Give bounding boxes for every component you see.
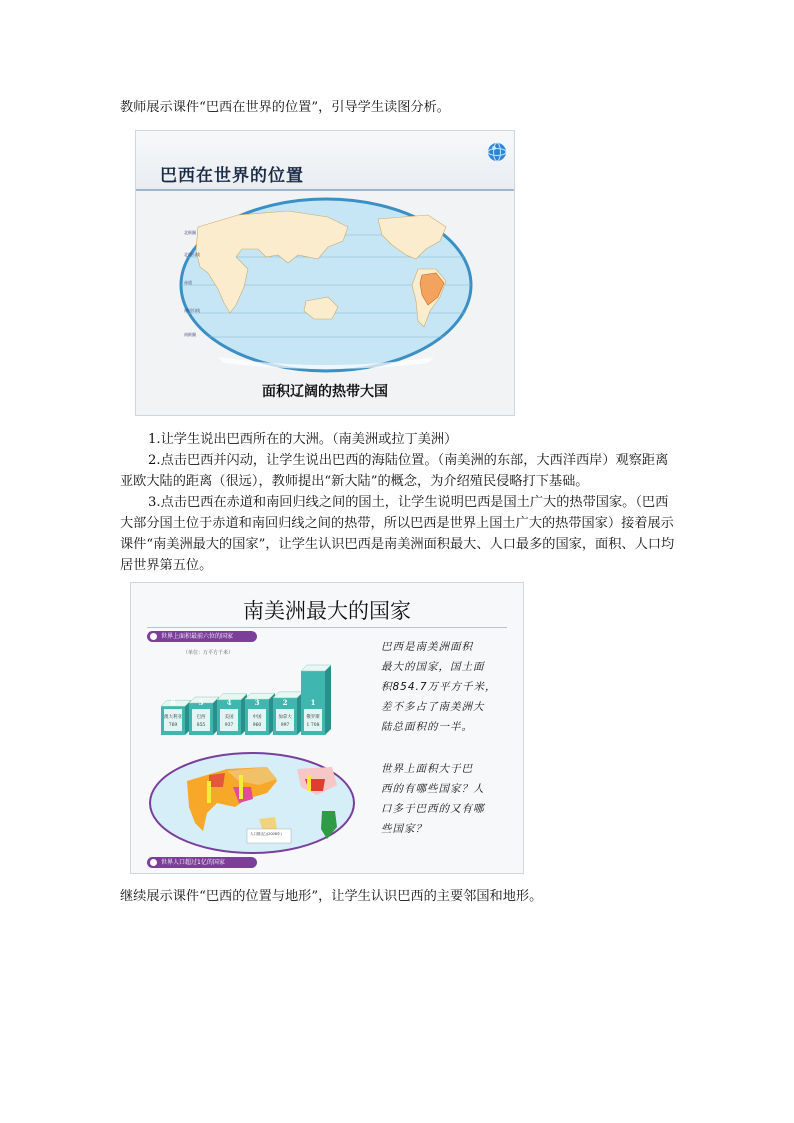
bar-value: 960 [252, 723, 262, 728]
world-map [178, 197, 474, 373]
desc-line: 巴西是南美洲面积 [381, 641, 473, 653]
bar-美国 [217, 694, 247, 735]
bar-name: 巴西 [196, 715, 206, 720]
desc-line: 陆总面积的一半。 [381, 721, 473, 733]
map-label: 北回归线 [184, 252, 200, 257]
bar-rank: 3 [254, 698, 260, 707]
bar-中国 [245, 693, 275, 735]
question-line: 世界上面积大于巴 [381, 763, 473, 775]
slide-caption: 面积辽阔的热带大国 [262, 384, 388, 400]
slide-title: 南美洲最大的国家 [243, 599, 411, 623]
question-line: 些国家？ [381, 823, 427, 835]
slide-description [381, 637, 511, 839]
bar-rank: 5 [198, 698, 204, 707]
desc-line: 最大的国家，国土面 [381, 661, 485, 673]
map-label: 赤道 [184, 280, 192, 285]
desc-line: 积854.7万平方千米， [381, 681, 497, 693]
paragraph-1: 1.让学生说出巴西所在的大洲。（南美洲或拉丁美洲） [148, 432, 458, 447]
unit-label: （单位：万平方千米） [183, 650, 234, 656]
question-line: 西的有哪些国家？人 [381, 783, 485, 795]
slide-title: 巴西在世界的位置 [160, 166, 304, 186]
area-bar-chart [153, 635, 353, 743]
bar-加拿大 [273, 692, 303, 735]
paragraph-3: 3.点击巴西在赤道和南回归线之间的国土，让学生说明巴西是国土广大的热带国家。（巴西大部分国土位于赤道和南回归线之间的热带，所以巴西是世界上国土广大的热带国家）接着展示课件“南美洲最大的国家”，让学生认识巴西是南美洲面积最大、人口最多的国家，面积、人口均居世界第五位。 [120, 495, 675, 573]
map-label: 北极圈 [184, 230, 196, 235]
bar-rank: 2 [282, 698, 288, 707]
paragraph-2: 2.点击巴西并闪动，让学生说出巴西的海陆位置。（南美洲的东部，大西洋西岸）观察距离亚欧大陆的距离（很远），教师提出“新大陆”的概念，为介绍殖民侵略打下基础。 [120, 453, 669, 489]
panel-label-population: 世界人口超过1亿的国家 [147, 857, 257, 868]
bar-name: 加拿大 [278, 715, 292, 720]
bar-rank: 6 [170, 698, 176, 707]
bar-name: 澳大利亚 [164, 715, 182, 720]
bar-rank: 1 [310, 698, 316, 707]
desc-spacer [381, 737, 511, 759]
bar-澳大利亚 [161, 698, 191, 735]
bar-value: 1 708 [306, 723, 320, 728]
bar-value: 997 [280, 723, 290, 728]
bar-name: 俄罗斯 [306, 715, 320, 720]
bullet-icon [150, 859, 157, 866]
bar-俄罗斯 [301, 665, 331, 735]
bar-name: 中国 [252, 715, 262, 720]
legend-text: 人口数(亿)(2008年) [250, 832, 282, 836]
outro-text: 继续展示课件“巴西的位置与地形”，让学生认识巴西的主要邻国和地形。 [120, 889, 543, 904]
map-label: 南回归线 [184, 308, 200, 313]
divider [147, 627, 507, 628]
bar-value: 855 [196, 723, 206, 728]
bar-value: 769 [168, 723, 178, 728]
bar-巴西 [189, 697, 219, 735]
question-line: 口多于巴西的又有哪 [381, 803, 485, 815]
globe-icon [486, 141, 508, 163]
panel-label-area: 世界上面积最前六位的国家 [147, 631, 257, 642]
bar-name: 美国 [224, 715, 234, 720]
intro-text: 教师展示课件“巴西在世界的位置”，引导学生读图分析。 [120, 100, 450, 115]
map-label: 南极圈 [184, 332, 196, 337]
bar-value: 937 [224, 723, 234, 728]
slide-brazil-world-position [135, 130, 515, 416]
bar-rank: 4 [226, 698, 232, 707]
desc-line: 差不多占了南美洲大 [381, 701, 485, 713]
slide-largest-country [130, 582, 524, 874]
population-map [147, 751, 357, 855]
